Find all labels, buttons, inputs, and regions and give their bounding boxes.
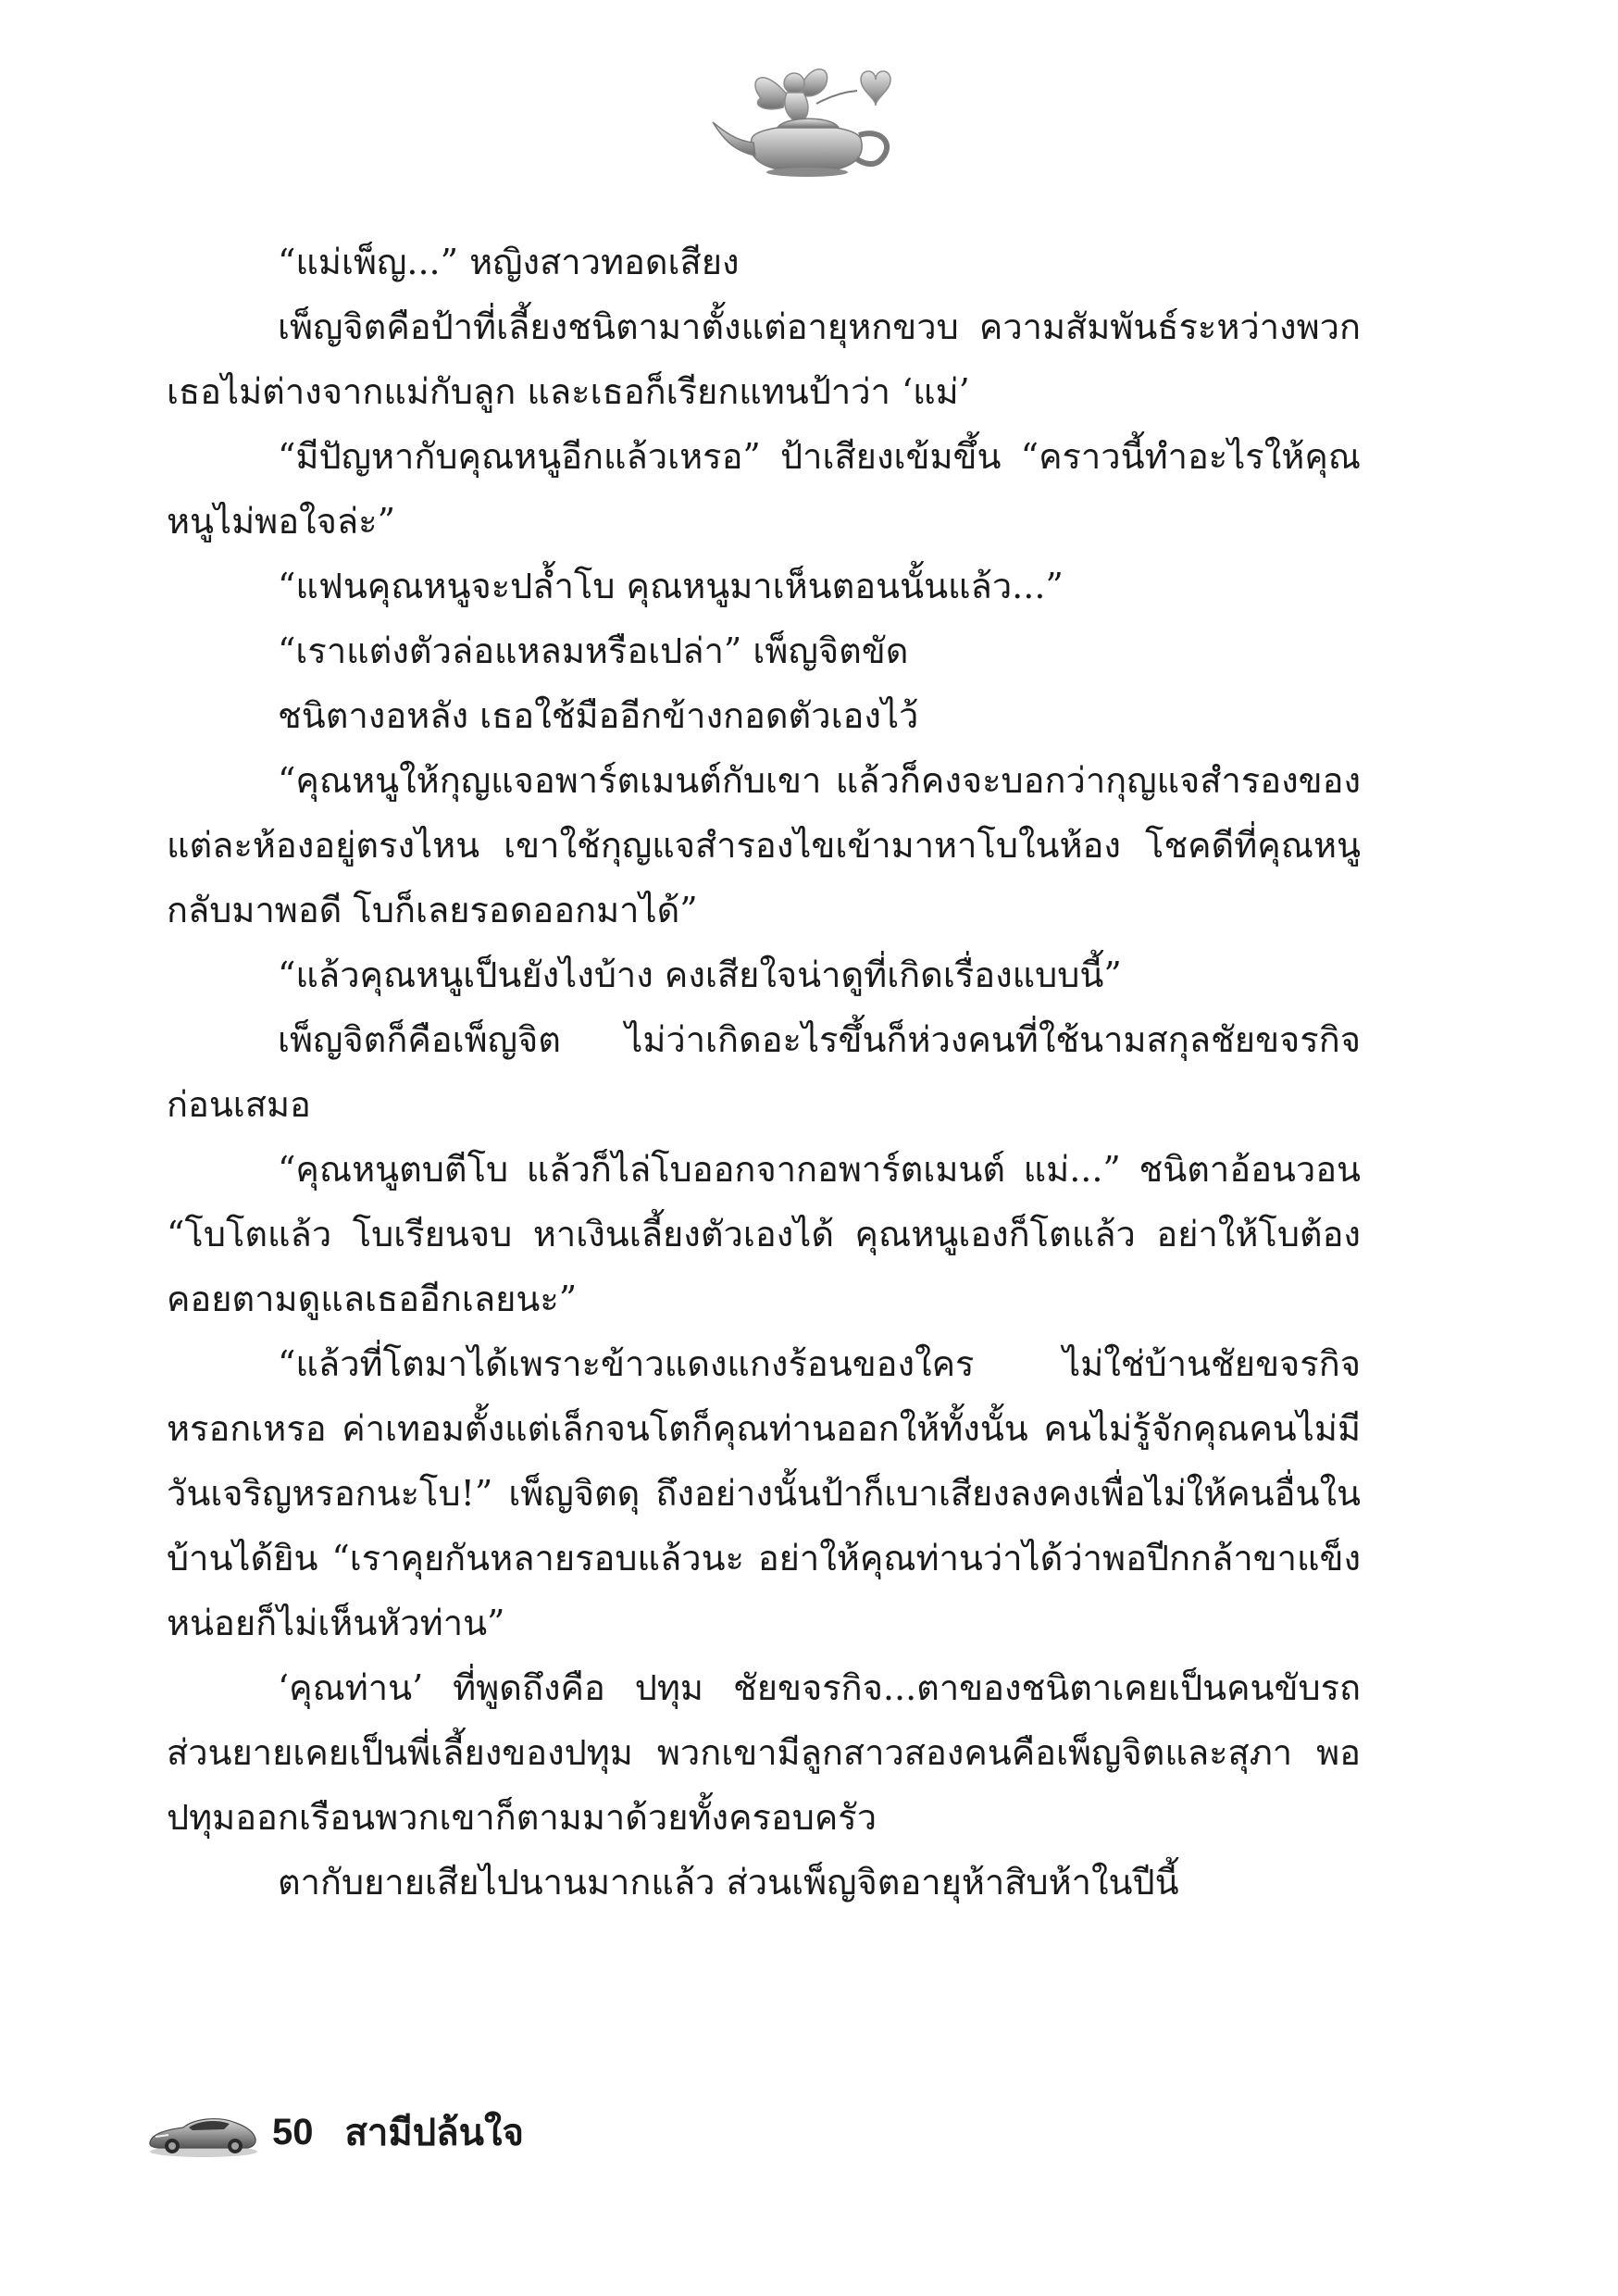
page-number: 50	[272, 2111, 314, 2152]
book-title: สามีปล้นใจ	[344, 2112, 524, 2154]
paragraph: “คุณหนูให้กุญแจอพาร์ตเมนต์กับเขา แล้วก็คงจะบอกว่ากุญแจสำรองของแต่ละห้องอยู่ตรงไหน เขาใช้กุญแจสำรองไขเข้ามาหาโบในห้อง โชคดีที่คุณหนูกลับมาพอดี โบก็เลยรอดออกมาได้”	[167, 760, 1361, 930]
paragraph: ชนิตางอหลัง เธอใช้มืออีกข้างกอดตัวเองไว้	[278, 695, 919, 736]
teapot-cupid-ornament-icon	[698, 57, 920, 178]
paragraph: ‘คุณท่าน’ ที่พูดถึงคือ ปทุม ชัยขจรกิจ...ตาของชนิตาเคยเป็นคนขับรถ ส่วนยายเคยเป็นพี่เลี้ยงของปทุม พวกเขามีลูกสาวสองคนคือเพ็ญจิตและสุภา พอปทุมออกเรือนพวกเขาก็ตามมาด้วยทั้งครอบครัว	[167, 1667, 1361, 1838]
paragraph: “คุณหนูตบตีโบ แล้วก็ไล่โบออกจากอพาร์ตเมนต์ แม่...” ชนิตาอ้อนวอน “โบโตแล้ว โบเรียนจบ หาเงินเลี้ยงตัวเองได้ คุณหนูเองก็โตแล้ว อย่าให้โบต้องคอยตามดูแลเธออีกเลยนะ”	[167, 1149, 1361, 1319]
paragraph: “แล้วที่โตมาได้เพราะข้าวแดงแกงร้อนของใคร ไม่ใช่บ้านชัยขจรกิจหรอกเหรอ ค่าเทอมตั้งแต่เล็กจนโตก็คุณท่านออกให้ทั้งนั้น คนไม่รู้จักคุณคนไม่มีวันเจริญหรอกนะโบ!” เพ็ญจิตดุ ถึงอย่างนั้นป้าก็เบาเสียงลงคงเพื่อไม่ให้คนอื่นในบ้านได้ยิน “เราคุยกันหลายรอบแล้วนะ อย่าให้คุณท่านว่าได้ว่าพอปีกกล้าขาแข็งหน่อยก็ไม่เห็นหัวท่าน”	[167, 1343, 1361, 1643]
paragraph: “มีปัญหากับคุณหนูอีกแล้วเหรอ” ป้าเสียงเข้มขึ้น “คราวนี้ทำอะไรให้คุณหนูไม่พอใจล่ะ”	[167, 436, 1361, 542]
paragraph: ตากับยายเสียไปนานมากแล้ว ส่วนเพ็ญจิตอายุห้าสิบห้าในปีนี้	[278, 1862, 1179, 1903]
story-text	[167, 230, 1361, 1915]
sports-car-icon	[146, 2105, 259, 2159]
paragraph: “แฟนคุณหนูจะปล้ำโบ คุณหนูมาเห็นตอนนั้นแล้ว...”	[278, 566, 1064, 606]
paragraph: “แม่เพ็ญ...” หญิงสาวทอดเสียง	[278, 242, 740, 282]
page-footer	[146, 2100, 524, 2165]
paragraph: “เราแต่งตัวล่อแหลมหรือเปล่า” เพ็ญจิตขัด	[278, 630, 909, 671]
paragraph: เพ็ญจิตคือป้าที่เลี้ยงชนิตามาตั้งแต่อายุหกขวบ ความสัมพันธ์ระหว่างพวกเธอไม่ต่างจากแม่กับลูก และเธอก็เรียกแทนป้าว่า ‘แม่’	[167, 306, 1361, 412]
paragraph: “แล้วคุณหนูเป็นยังไงบ้าง คงเสียใจน่าดูที่เกิดเรื่องแบบนี้”	[278, 955, 1122, 995]
paragraph: เพ็ญจิตก็คือเพ็ญจิต ไม่ว่าเกิดอะไรขึ้นก็ห่วงคนที่ใช้นามสกุลชัยขจรกิจก่อนเสมอ	[167, 1019, 1361, 1125]
